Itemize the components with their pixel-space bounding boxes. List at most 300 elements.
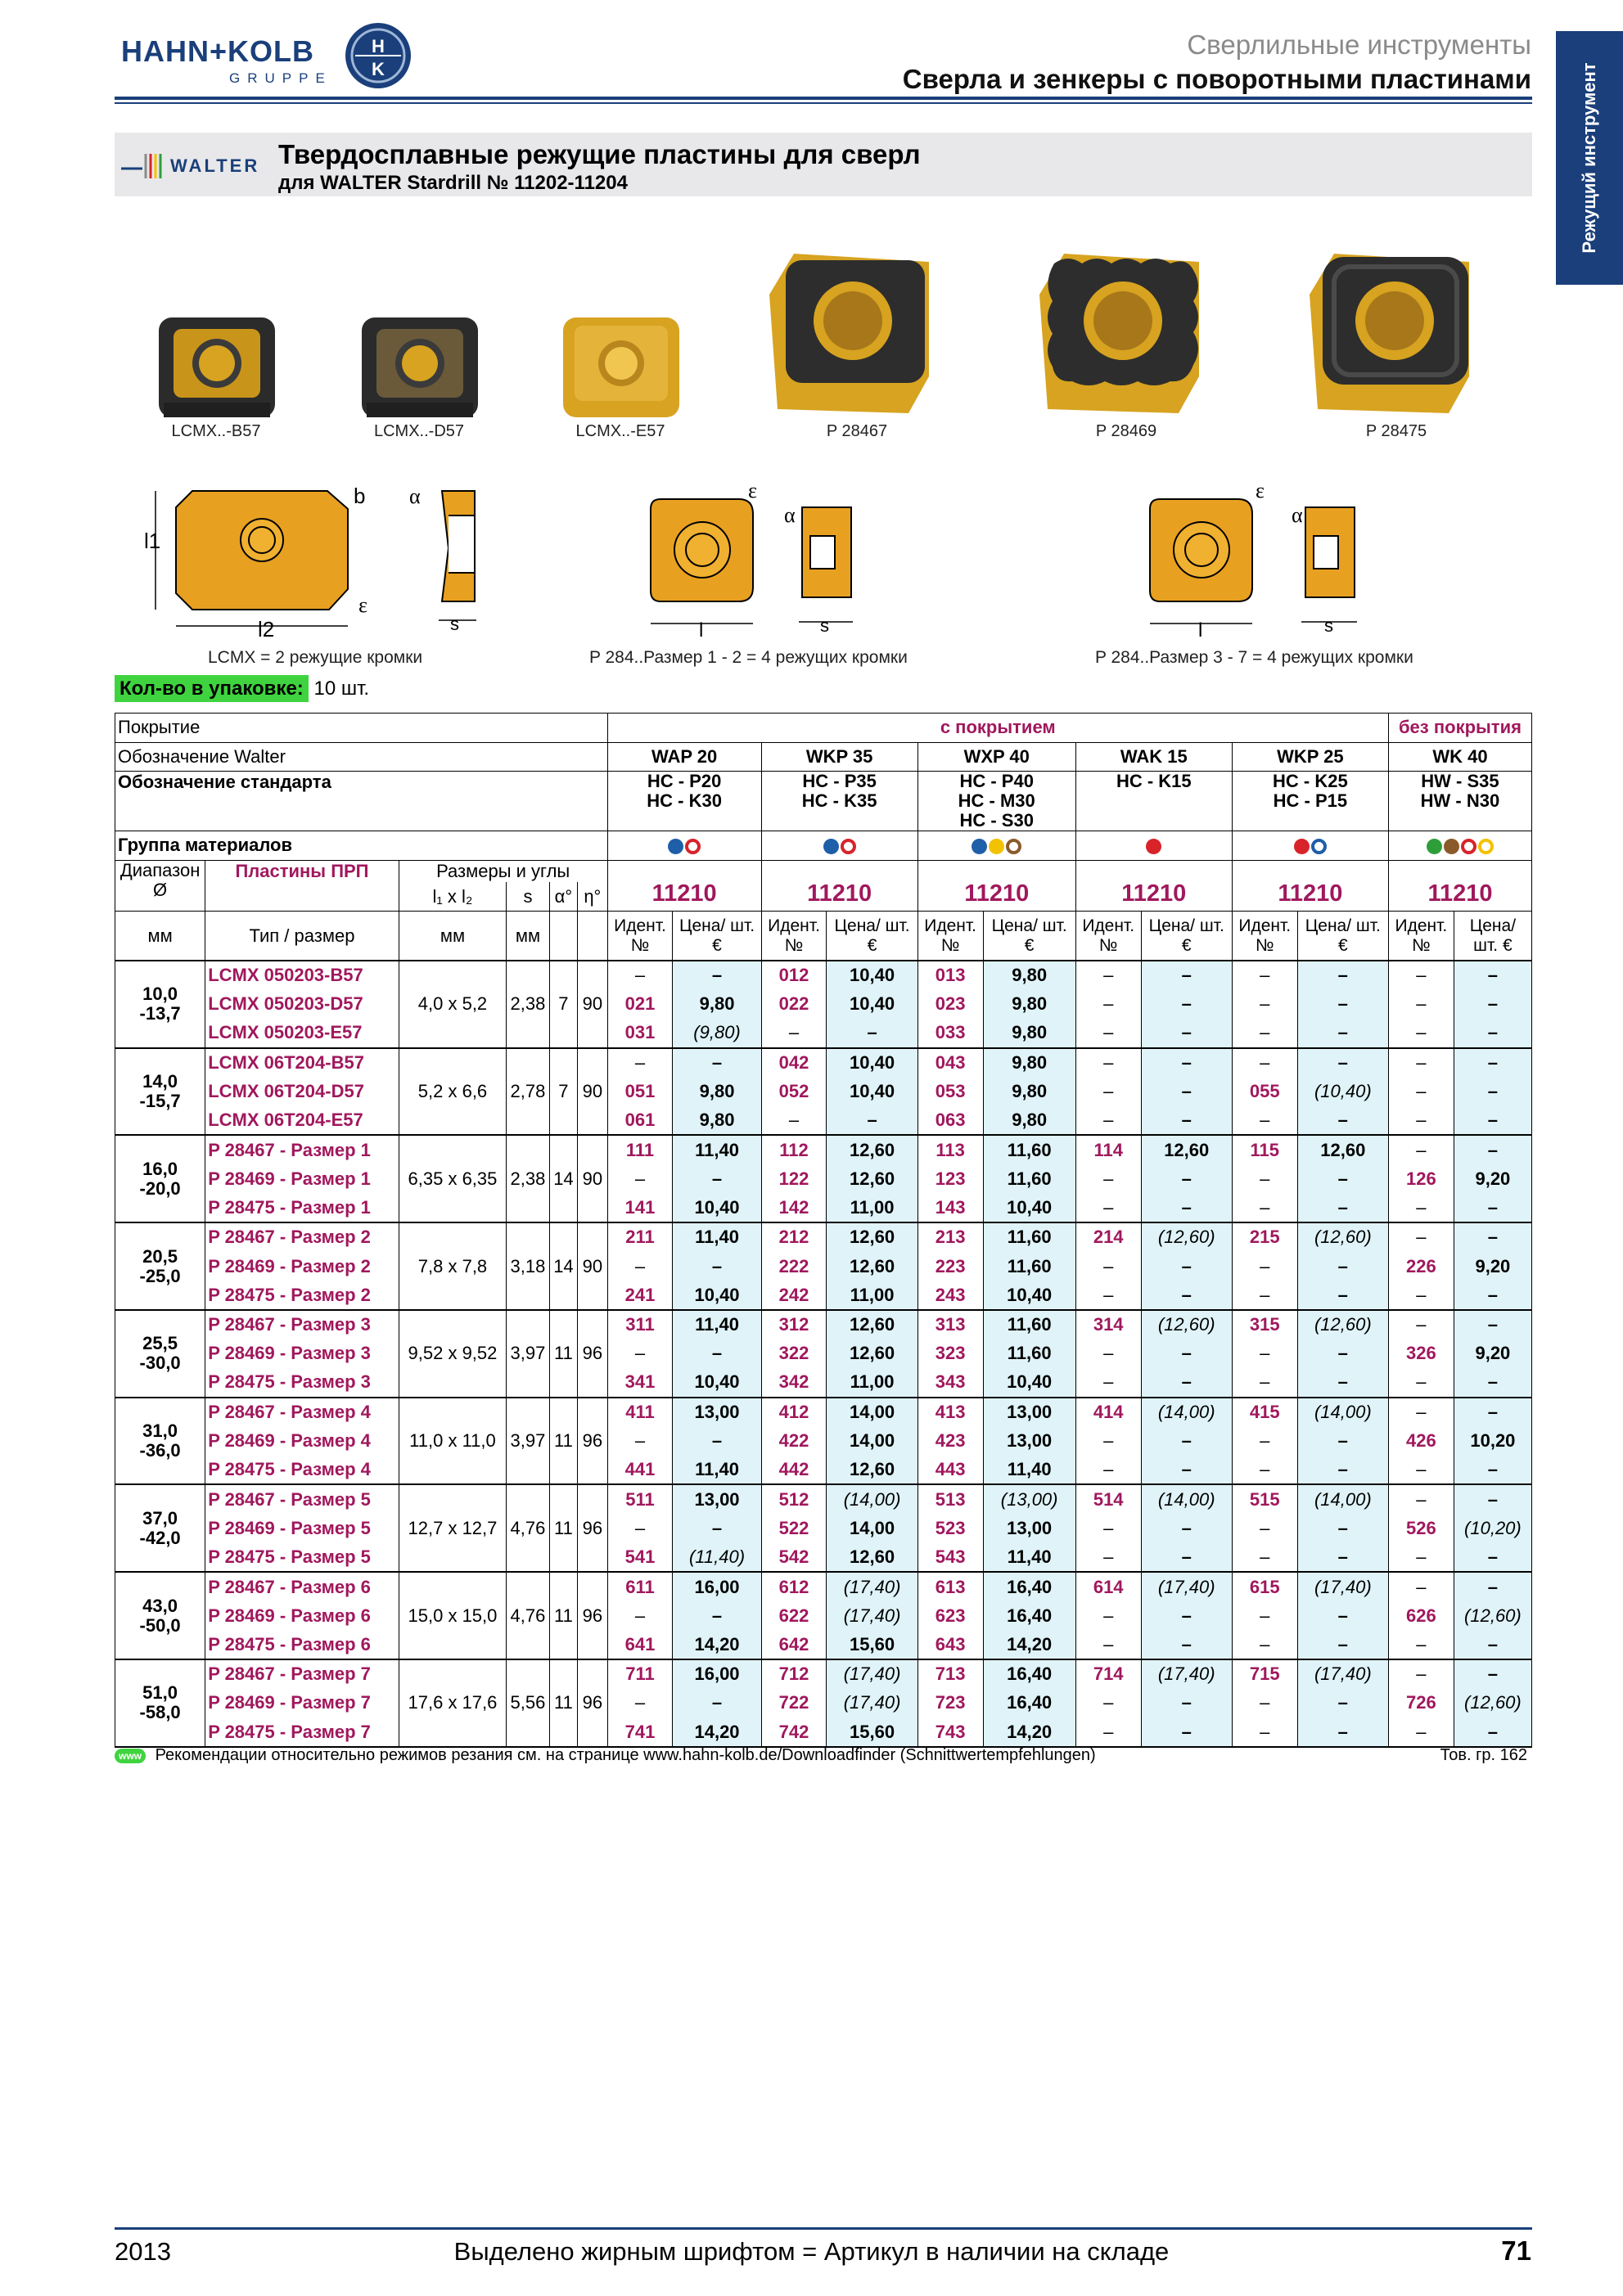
article-id: 141 [607,1194,673,1223]
table-row [115,1310,1532,1339]
eta-value: 90 [578,1222,607,1310]
range-cell [115,961,205,1048]
article-id: 423 [917,1426,983,1456]
article-id: – [1075,989,1141,1019]
standard-grade: HC - M30 [958,790,1035,812]
price: 12,60 [827,1339,917,1369]
price: 10,40 [983,1368,1075,1398]
price: – [827,1019,917,1048]
material-dot-icon [1478,839,1494,854]
drawing-label-p284-small: P 284..Размер 1 - 2 = 4 режущих кромки [589,648,908,667]
material-dot-icon [1427,839,1442,854]
article-id: 511 [607,1484,673,1514]
price: 14,00 [827,1398,917,1427]
table-row [115,1543,1532,1573]
article-id: 443 [917,1456,983,1485]
article-id: 061 [607,1106,673,1136]
article-id: 063 [917,1106,983,1136]
article-id: 441 [607,1456,673,1485]
dim-alpha: α [409,484,421,508]
standard-grades [607,772,761,831]
s-value: 3,97 [507,1398,550,1485]
article-id: – [761,1106,827,1136]
price: – [1454,1019,1531,1048]
article-id: – [1232,1194,1297,1223]
alpha-value: 7 [549,1048,577,1136]
standard-grades [1075,772,1232,831]
price: – [1454,1717,1531,1747]
walter-logo-mark-icon [121,151,167,180]
article-id: 543 [917,1543,983,1573]
insert-type: P 28467 - Размер 5 [205,1484,399,1514]
price: – [1141,1689,1232,1718]
price: 9,80 [983,989,1075,1019]
standard-grades [1232,772,1388,831]
banner-title: Твердосплавные режущие пластины для сверл [278,139,921,169]
article-id: – [607,1048,673,1078]
dim-b: b [354,484,366,508]
price-header: Цена/ шт. € [1141,912,1232,961]
range-value: 16,0 [142,1158,178,1179]
price: 9,80 [983,1077,1075,1106]
alpha-value: 11 [549,1572,577,1659]
article-id: – [1232,1689,1297,1718]
id-header: Идент. № [917,912,983,961]
article-id: – [1388,1222,1454,1252]
header-category: Сверлильные инструменты [1187,29,1531,60]
price: 9,80 [983,1019,1075,1048]
article-id: 312 [761,1310,827,1339]
price: – [1297,1194,1388,1223]
footnote-text: Рекомендации относительно режимов резания см. на странице www.hahn-kolb.de/Downloadfinder (Schnittwertempfehlungen) [155,1746,1096,1764]
article-id: 426 [1388,1426,1454,1456]
price: (14,00) [1297,1398,1388,1427]
dim-value: 15,0 x 15,0 [399,1572,506,1659]
table-row [115,1019,1532,1048]
price: – [1297,1048,1388,1078]
dim-value: 12,7 x 12,7 [399,1484,506,1572]
dim-value: 4,0 x 5,2 [399,961,506,1048]
price: – [1454,989,1531,1019]
price: 9,20 [1454,1252,1531,1281]
product-code: 11210 [1388,860,1531,912]
type-header: Тип / размер [205,912,399,961]
material-dot-icon [1294,839,1310,854]
walter-grade: WAK 15 [1075,742,1232,772]
packaging-value: 10 шт. [313,678,370,700]
article-id: – [1232,1281,1297,1310]
article-id: – [1232,1514,1297,1543]
price: 14,00 [827,1426,917,1456]
table-row [115,1339,1532,1369]
eta-value: 96 [578,1572,607,1659]
alpha-value: 11 [549,1659,577,1747]
price: – [673,1601,761,1631]
article-id: 114 [1075,1135,1141,1164]
header-divider [115,97,1532,100]
price: 14,20 [673,1630,761,1659]
range-value: -15,7 [139,1090,181,1111]
table-row [115,1106,1532,1136]
price: 11,60 [983,1135,1075,1164]
price: – [1454,1310,1531,1339]
range-cell [115,1135,205,1222]
range-header-line: Ø [153,879,168,900]
insert-type: P 28467 - Размер 1 [205,1135,399,1164]
price: 12,60 [827,1310,917,1339]
range-value: 14,0 [142,1070,178,1092]
article-id: 033 [917,1019,983,1048]
article-id: 743 [917,1717,983,1747]
article-id: – [1388,1310,1454,1339]
footnote [115,1746,1532,1765]
walter-grade: WK 40 [1388,742,1531,772]
price: – [1141,1077,1232,1106]
dim-value: 5,2 x 6,6 [399,1048,506,1136]
eta-value: 90 [578,1048,607,1136]
article-id: 112 [761,1135,827,1164]
price-header: Цена/ шт. € [673,912,761,961]
article-id: 313 [917,1310,983,1339]
price: – [1297,1019,1388,1048]
price: – [1297,1368,1388,1398]
insert-type: P 28467 - Размер 4 [205,1398,399,1427]
article-id: 021 [607,989,673,1019]
price: – [1141,1514,1232,1543]
article-id: – [1232,1164,1297,1194]
price-header: Цена/ шт. € [983,912,1075,961]
table-row [115,989,1532,1019]
article-id: – [607,961,673,990]
article-id: 241 [607,1281,673,1310]
photo-label: P 28475 [1365,422,1427,440]
price: – [1454,1659,1531,1689]
material-dot-icon [1006,839,1021,854]
article-id: 422 [761,1426,827,1456]
insert-type: P 28469 - Размер 3 [205,1339,399,1369]
insert-type: P 28469 - Размер 2 [205,1252,399,1281]
price: (12,60) [1141,1222,1232,1252]
article-id: 215 [1232,1222,1297,1252]
material-dot-icon [989,839,1004,854]
article-id: – [607,1339,673,1369]
id-header: Идент. № [1075,912,1141,961]
standard-grades [761,772,917,831]
standard-grades [917,772,1075,831]
price: (13,00) [983,1484,1075,1514]
price: 14,20 [983,1630,1075,1659]
range-value: -58,0 [139,1702,181,1723]
article-id: – [1075,1543,1141,1573]
price: – [1141,1543,1232,1573]
price: 11,00 [827,1368,917,1398]
insert-type: P 28469 - Размер 5 [205,1514,399,1543]
article-id: 214 [1075,1222,1141,1252]
table-row [115,1077,1532,1106]
price: 11,60 [983,1222,1075,1252]
article-id: – [1075,1077,1141,1106]
price: – [1454,1194,1531,1223]
article-id: 411 [607,1398,673,1427]
alpha-unit [549,912,577,961]
photo-label: LCMX..-E57 [575,422,665,440]
article-id: 031 [607,1019,673,1048]
price: (17,40) [1141,1572,1232,1601]
price: 12,60 [827,1135,917,1164]
eta-value: 96 [578,1398,607,1485]
www-badge-icon[interactable]: www [115,1749,146,1763]
id-header: Идент. № [607,912,673,961]
price: – [673,1689,761,1718]
price: 13,00 [983,1514,1075,1543]
material-row [115,831,1532,861]
price-header: Цена/ шт. € [1297,912,1388,961]
price: 12,60 [827,1164,917,1194]
material-dot-icon [972,839,987,854]
price: 9,80 [983,1048,1075,1078]
article-id: 343 [917,1368,983,1398]
standard-grade: HC - K15 [1116,771,1192,792]
coating-label: Покрытие [115,714,608,743]
standard-grade: HC - K35 [801,790,877,812]
insert-type: P 28467 - Размер 7 [205,1659,399,1689]
drawing-label-lcmx: LCMX = 2 режущие кромки [208,648,423,667]
eta-value: 90 [578,961,607,1048]
insert-type: P 28467 - Размер 6 [205,1572,399,1601]
footer-divider [115,2227,1532,2230]
price: – [1141,1164,1232,1194]
price: – [1141,1601,1232,1631]
price: 11,60 [983,1339,1075,1369]
article-id: – [1388,1398,1454,1427]
id-header: Идент. № [1388,912,1454,961]
price: (12,60) [1297,1222,1388,1252]
table-row [115,1252,1532,1281]
range-value: -30,0 [139,1353,181,1374]
s-value: 4,76 [507,1572,550,1659]
price-header: Цена/ шт. € [827,912,917,961]
article-id: 712 [761,1659,827,1689]
price: 13,00 [673,1398,761,1427]
article-id: 726 [1388,1689,1454,1718]
table-row [115,1689,1532,1718]
photo-label: P 28469 [1095,422,1157,440]
price: – [1454,1484,1531,1514]
price: – [1297,1630,1388,1659]
article-id: 022 [761,989,827,1019]
price: – [1454,1106,1531,1136]
article-id: 226 [1388,1252,1454,1281]
insert-photo-black-large-icon [1301,245,1477,421]
article-id: 142 [761,1194,827,1223]
article-id: 012 [761,961,827,990]
range-value: 10,0 [142,984,178,1005]
price: 11,60 [983,1252,1075,1281]
footer-legend: Выделено жирным шрифтом = Артикул в наличии на складе [453,2237,1170,2266]
price: – [1297,1426,1388,1456]
article-id: 113 [917,1135,983,1164]
dim-eps: ε [748,483,757,502]
packaging-label: Кол-во в упаковке: [115,675,309,702]
price: 10,40 [827,1048,917,1078]
article-id: – [1388,1484,1454,1514]
insert-type: P 28475 - Размер 2 [205,1281,399,1310]
price: – [1297,989,1388,1019]
walter-wordmark: WALTER [170,155,260,176]
product-group: Тов. гр. 162 [1440,1746,1527,1764]
article-id: 111 [607,1135,673,1164]
price: (17,40) [827,1659,917,1689]
logo-gruppe: GRUPPE [229,70,332,86]
side-tab-label: Режущий инструмент [1579,62,1599,254]
article-id: – [1075,1252,1141,1281]
insert-type: P 28469 - Размер 1 [205,1164,399,1194]
price: – [1454,961,1531,990]
article-id: – [1075,1630,1141,1659]
article-id: 711 [607,1659,673,1689]
product-code: 11210 [607,860,761,912]
standard-grade: HW - S35 [1421,771,1499,792]
price: 10,40 [673,1281,761,1310]
price: – [673,961,761,990]
range-value: 37,0 [142,1507,178,1528]
s-value: 2,78 [507,1048,550,1136]
article-id: 526 [1388,1514,1454,1543]
photo-label: P 28467 [826,422,888,440]
article-id: – [1388,1456,1454,1485]
price: 9,80 [673,1077,761,1106]
s-value: 4,76 [507,1484,550,1572]
article-id: – [1232,1019,1297,1048]
price: 11,40 [673,1222,761,1252]
header-divider-thin [115,102,1532,104]
price: 16,00 [673,1572,761,1601]
article-id: 243 [917,1281,983,1310]
id-header: Идент. № [761,912,827,961]
range-cell [115,1222,205,1310]
price: 10,40 [673,1194,761,1223]
price: – [1454,1048,1531,1078]
table-row [115,1717,1532,1747]
material-dots [1232,831,1388,861]
product-banner [115,133,1532,196]
price: 11,00 [827,1281,917,1310]
article-id: – [1388,1368,1454,1398]
article-id: 322 [761,1339,827,1369]
price: 11,40 [673,1310,761,1339]
article-id: 213 [917,1222,983,1252]
alpha-value: 11 [549,1484,577,1572]
article-id: – [1388,989,1454,1019]
article-id: – [1075,1514,1141,1543]
article-id: – [1232,1106,1297,1136]
article-id: 742 [761,1717,827,1747]
eta-unit [578,912,607,961]
article-id: 211 [607,1222,673,1252]
price: (14,00) [1141,1398,1232,1427]
price: 14,00 [827,1514,917,1543]
article-id: 715 [1232,1659,1297,1689]
price: 11,00 [827,1194,917,1223]
side-tab[interactable] [1556,31,1623,285]
article-id: – [1232,1048,1297,1078]
article-id: – [1075,1717,1141,1747]
article-id: 143 [917,1194,983,1223]
photo-label: LCMX..-D57 [373,422,465,440]
article-id: 323 [917,1339,983,1369]
table-row [115,1281,1532,1310]
standard-label: Обозначение стандарта [115,772,608,831]
material-dots [607,831,761,861]
insert-type: P 28475 - Размер 6 [205,1630,399,1659]
price: – [673,1426,761,1456]
dim-l1: l1 [144,529,161,553]
dim-value: 7,8 x 7,8 [399,1222,506,1310]
article-id: 513 [917,1484,983,1514]
standard-grade: HC - P15 [1273,790,1348,812]
range-value: 51,0 [142,1682,178,1704]
article-id: – [1388,1659,1454,1689]
article-id: – [1388,1019,1454,1048]
article-id: 613 [917,1572,983,1601]
article-id: 614 [1075,1572,1141,1601]
article-id: 315 [1232,1310,1297,1339]
range-cell [115,1310,205,1398]
price: – [1454,1456,1531,1485]
price: – [1297,1717,1388,1747]
article-id: – [1075,1601,1141,1631]
s-value: 2,38 [507,1135,550,1222]
walter-row [115,742,1532,772]
price: (12,60) [1454,1601,1531,1631]
price: – [673,1252,761,1281]
price: 11,40 [983,1456,1075,1485]
dim-value: 9,52 x 9,52 [399,1310,506,1398]
price: (10,40) [1297,1077,1388,1106]
price: (11,40) [673,1543,761,1573]
price: (12,60) [1141,1310,1232,1339]
article-id: – [1075,1456,1141,1485]
article-id: – [1075,1689,1141,1718]
price: 14,20 [673,1717,761,1747]
article-id: 442 [761,1456,827,1485]
table-row [115,1164,1532,1194]
price: (17,40) [1297,1572,1388,1601]
standard-grade: HC - K25 [1273,771,1348,792]
standard-grade: HW - N30 [1420,790,1500,812]
price: – [1141,1048,1232,1078]
material-dot-icon [823,839,839,854]
price: – [1141,1368,1232,1398]
price: 10,40 [983,1194,1075,1223]
price: – [1141,1281,1232,1310]
article-id: – [1075,1048,1141,1078]
price: – [1141,1630,1232,1659]
insert-type: P 28475 - Размер 5 [205,1543,399,1573]
article-id: 514 [1075,1484,1141,1514]
photo-label: LCMX..-B57 [171,422,261,440]
article-id: 642 [761,1630,827,1659]
material-dots [917,831,1075,861]
price: 12,60 [827,1543,917,1573]
article-id: 042 [761,1048,827,1078]
article-id: 341 [607,1368,673,1398]
price: (12,60) [1297,1310,1388,1339]
price: (17,40) [827,1601,917,1631]
price: – [1454,1543,1531,1573]
price: 12,60 [827,1222,917,1252]
dims-mm-label: мм [399,912,506,961]
